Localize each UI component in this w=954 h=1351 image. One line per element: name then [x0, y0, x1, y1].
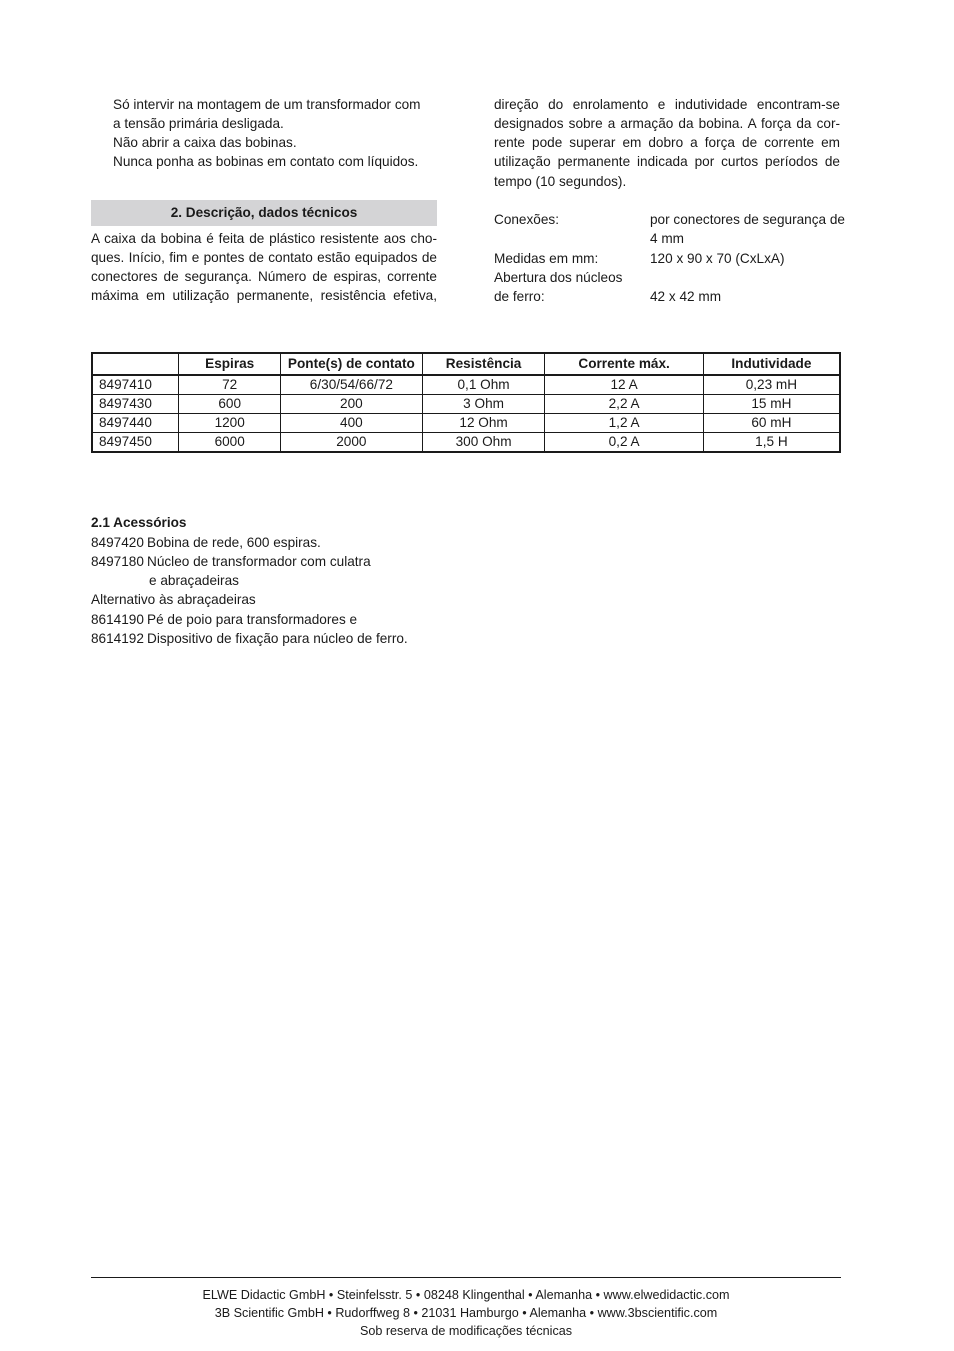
table-header: Corrente máx.	[545, 353, 703, 375]
accessory-text-cont: e abraçadeiras	[149, 573, 239, 588]
table-cell: 600	[179, 395, 281, 414]
table-cell: 0,23 mH	[703, 375, 840, 395]
table-cell: 8497430	[92, 395, 179, 414]
table-cell: 2000	[281, 433, 423, 453]
table-row	[92, 433, 840, 453]
table-cell: 1,5 H	[703, 433, 840, 453]
table-header: Indutividade	[703, 353, 840, 375]
table-row	[92, 395, 840, 414]
spec-label-core: Abertura dos núcleos	[494, 270, 623, 285]
table-cell: 12 A	[545, 375, 703, 395]
table-cell: 200	[281, 395, 423, 414]
table-cell: 400	[281, 414, 423, 433]
spec-value-dimensions: 120 x 90 x 70 (CxLxA)	[650, 251, 785, 266]
table-row	[92, 375, 840, 395]
spec-label-core-cont: de ferro:	[494, 289, 545, 304]
description-line: conectores de segurança. Número de espiras, corrente	[91, 269, 437, 284]
table-cell: 60 mH	[703, 414, 840, 433]
table-cell: 0,1 Ohm	[422, 375, 545, 395]
footer-line-3b: 3B Scientific GmbH • Rudorffweg 8 • 21031 Hamburgo • Alemanha • www.3bscientific.com	[214, 1306, 718, 1320]
spec-label-dimensions: Medidas em mm:	[494, 251, 599, 266]
description-line: utilização permanente indicada por curtos períodos de	[494, 154, 840, 169]
table-header-row	[92, 353, 840, 375]
table-cell: 12 Ohm	[422, 414, 545, 433]
accessories-title: 2.1 Acessórios	[91, 515, 187, 530]
warning-line: Só intervir na montagem de um transformador com	[113, 97, 421, 112]
accessory-text: Dispositivo de fixação para núcleo de ferro.	[147, 631, 408, 646]
warning-line: Não abrir a caixa das bobinas.	[113, 135, 297, 150]
accessory-note: Alternativo às abraçadeiras	[91, 592, 256, 607]
description-line: designados sobre a armação da bobina. A força da cor-	[494, 116, 840, 131]
table-row	[92, 414, 840, 433]
warning-line: a tensão primária desligada.	[113, 116, 284, 131]
table-cell: 8497450	[92, 433, 179, 453]
warning-line: Nunca ponha as bobinas em contato com líquidos.	[113, 154, 419, 169]
table-cell: 300 Ohm	[422, 433, 545, 453]
spec-value-connections-cont: 4 mm	[650, 231, 684, 246]
table-header: Ponte(s) de contato	[281, 353, 423, 375]
table-cell: 6/30/54/66/72	[281, 375, 423, 395]
description-line: direção do enrolamento e indutividade encontram-se	[494, 97, 840, 112]
accessory-text: Pé de poio para transformadores e	[147, 612, 358, 627]
table-cell: 15 mH	[703, 395, 840, 414]
accessory-code: 8497420	[91, 535, 144, 550]
table-cell: 8497440	[92, 414, 179, 433]
table-cell: 3 Ohm	[422, 395, 545, 414]
description-line: tempo (10 segundos).	[494, 174, 627, 189]
section-heading-description: 2. Descrição, dados técnicos	[91, 200, 437, 226]
table-cell: 6000	[179, 433, 281, 453]
spec-value-connections: por conectores de segurança de	[650, 212, 845, 227]
table-cell: 0,2 A	[545, 433, 703, 453]
table-header: Espiras	[179, 353, 281, 375]
table-cell: 8497410	[92, 375, 179, 395]
spec-label-connections: Conexões:	[494, 212, 559, 227]
table-cell: 1,2 A	[545, 414, 703, 433]
accessory-code: 8614192	[91, 631, 144, 646]
description-line: ques. Início, fim e pontes de contato estão equipados de	[91, 250, 437, 265]
accessory-text: Bobina de rede, 600 espiras.	[147, 535, 321, 550]
accessory-code: 8497180	[91, 554, 144, 569]
accessory-code: 8614190	[91, 612, 144, 627]
footer-line-disclaimer: Sob reserva de modificações técnicas	[359, 1324, 573, 1338]
description-line: A caixa da bobina é feita de plástico resistente aos cho-	[91, 231, 437, 246]
table-cell: 1200	[179, 414, 281, 433]
spec-value-core: 42 x 42 mm	[650, 289, 722, 304]
accessory-text: Núcleo de transformador com culatra	[147, 554, 371, 569]
table-cell: 2,2 A	[545, 395, 703, 414]
footer-line-elwe: ELWE Didactic GmbH • Steinfelsstr. 5 • 08248 Klingenthal • Alemanha • www.elwedidactic.com	[202, 1288, 730, 1302]
description-line: rente pode superar em dobro a força de corrente em	[494, 135, 840, 150]
table-cell: 72	[179, 375, 281, 395]
table-header	[92, 353, 179, 375]
footer-divider	[91, 1277, 841, 1278]
table-header: Resistência	[422, 353, 545, 375]
description-line: máxima em utilização permanente, resistência efetiva,	[91, 288, 437, 303]
coil-spec-table	[91, 352, 841, 453]
